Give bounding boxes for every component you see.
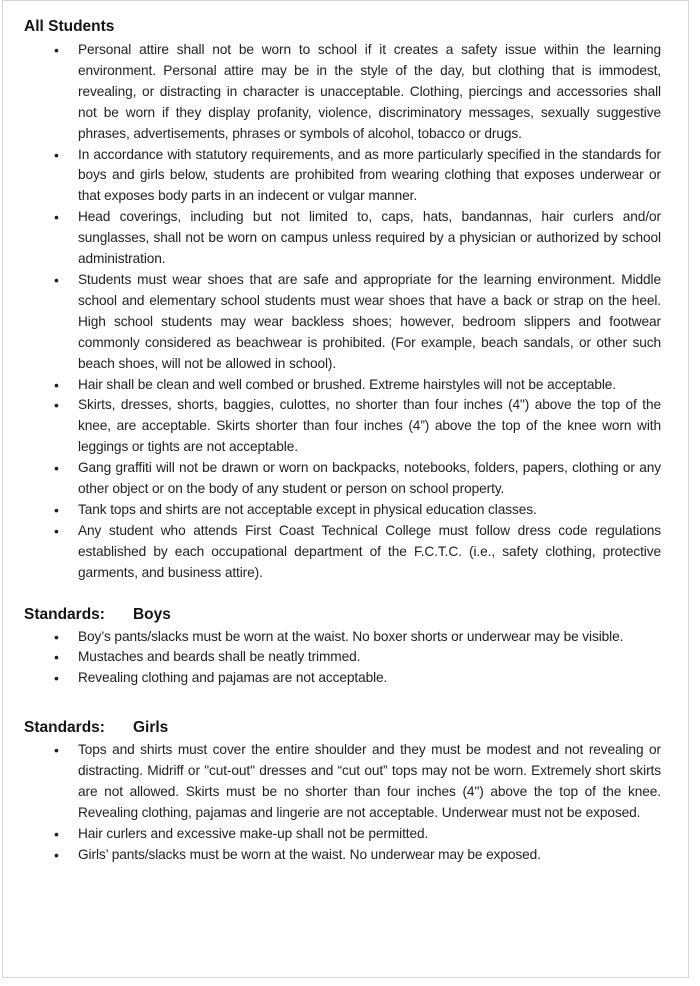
- rule-text: Mustaches and beards shall be neatly trimmed.: [78, 649, 361, 665]
- bullet-icon: •: [54, 376, 59, 393]
- rule-text: In accordance with statutory requirements, and as more particularly specified in the standards for boys and girls below, students are prohibited from wearing clothing that exposes underwear or that exposes body parts in an indecent or vulgar manner.: [78, 146, 661, 204]
- rule-text: Girls’ pants/slacks must be worn at the waist. No underwear may be exposed.: [78, 846, 541, 862]
- rule-text: Head coverings, including but not limited to, caps, hats, bandannas, hair curlers and/or sunglasses, shall not be worn on campus unless required by a physician or authorized by school administration.: [78, 209, 661, 267]
- rule-text: Hair curlers and excessive make-up shall not be permitted.: [78, 825, 429, 841]
- bullet-icon: •: [54, 209, 59, 226]
- rule-item: [24, 207, 661, 270]
- bullet-icon: •: [54, 825, 59, 842]
- girls-standards-list: [24, 740, 661, 865]
- rule-text: Gang graffiti will not be drawn or worn on backpacks, notebooks, folders, papers, clothing or any other object or on the body of any student or person on school property.: [78, 460, 661, 497]
- section-heading-standards-girls: [24, 717, 661, 738]
- group-label-boys: Boys: [132, 605, 171, 623]
- rule-item: [24, 647, 661, 668]
- standards-label: Standards:: [24, 719, 105, 737]
- bullet-icon: •: [54, 501, 59, 518]
- rule-item: [24, 824, 661, 845]
- rule-text: Any student who attends First Coast Technical College must follow dress code regulations established by each occupational department of the F.C.T.C. (i.e., safety clothing, protective garments, and business attire).: [78, 522, 661, 580]
- bullet-icon: •: [54, 846, 59, 863]
- bullet-icon: •: [54, 42, 59, 58]
- rule-item: [24, 521, 661, 584]
- boys-standards-list: [24, 627, 661, 690]
- bullet-icon: •: [54, 628, 59, 645]
- rule-item: [24, 270, 661, 375]
- bullet-icon: •: [54, 522, 59, 539]
- bullet-icon: •: [54, 397, 59, 414]
- section-heading-all-students: All Students: [24, 18, 115, 35]
- bullet-icon: •: [54, 271, 59, 288]
- rule-text: Students must wear shoes that are safe and appropriate for the learning environment. Middle school and elementary school students must wear shoes that have a back or strap on the heel. High school students may wear backless shoes; however, bedroom slippers and footwear commonly considered as beachwear is prohibited. (For example, beach sandals, or other such beach shoes, will not be allowed in school).: [78, 271, 661, 371]
- rule-item: [24, 627, 661, 648]
- rule-text: Personal attire shall not be worn to school if it creates a safety issue within the learning environment. Personal attire may be in the style of the day, but clothing that is immodest, revealing, or distracting in character is unacceptable. Clothing, piercings and accessories shall not be worn if they display profanity, violence, discriminatory messages, sexually suggestive phrases, advertisements, phrases or symbols of alcohol, tobacco or drugs.: [78, 42, 661, 141]
- rule-item: [24, 668, 661, 689]
- bullet-icon: •: [54, 670, 59, 687]
- rule-text: Skirts, dresses, shorts, baggies, culottes, no shorter than four inches (4") above the top of the knee, are acceptable. Skirts shorter than four inches (4”) above the top of the knee worn with leggings or tights are not acceptable.: [78, 397, 661, 455]
- rule-text: Boy’s pants/slacks must be worn at the waist. No boxer shorts or underwear may be visible.: [78, 628, 624, 644]
- bullet-icon: •: [54, 742, 59, 759]
- rule-item: [24, 395, 661, 458]
- rule-item: [24, 40, 661, 145]
- rule-item: [24, 458, 661, 500]
- section-heading-standards-boys: [24, 604, 661, 625]
- rule-text: Hair shall be clean and well combed or brushed. Extreme hairstyles will not be acceptable.: [78, 376, 617, 392]
- document-page: [2, 0, 689, 978]
- bullet-icon: •: [54, 649, 59, 666]
- rule-item: [24, 145, 661, 208]
- rule-item: [24, 740, 661, 824]
- rule-item: [24, 375, 661, 396]
- all-students-rules-list: [24, 40, 661, 584]
- rule-item: [24, 500, 661, 521]
- rule-text: Tank tops and shirts are not acceptable except in physical education classes.: [78, 501, 537, 517]
- rule-text: Tops and shirts must cover the entire shoulder and they must be modest and not revealing or distracting. Midriff or "cut-out" dresses and “cut out” tops may not be worn. Extremely short skirts are not allowed. Skirts must be no shorter than four inches (4") above the top of the knee. Revealing clothing, pajamas and lingerie are not acceptable. Underwear must not be exposed.: [78, 742, 661, 820]
- bullet-icon: •: [54, 460, 59, 477]
- group-label-girls: Girls: [132, 719, 169, 737]
- rule-text: Revealing clothing and pajamas are not acceptable.: [78, 670, 388, 686]
- bullet-icon: •: [54, 146, 59, 163]
- standards-label: Standards:: [24, 605, 105, 623]
- rule-item: [24, 845, 661, 866]
